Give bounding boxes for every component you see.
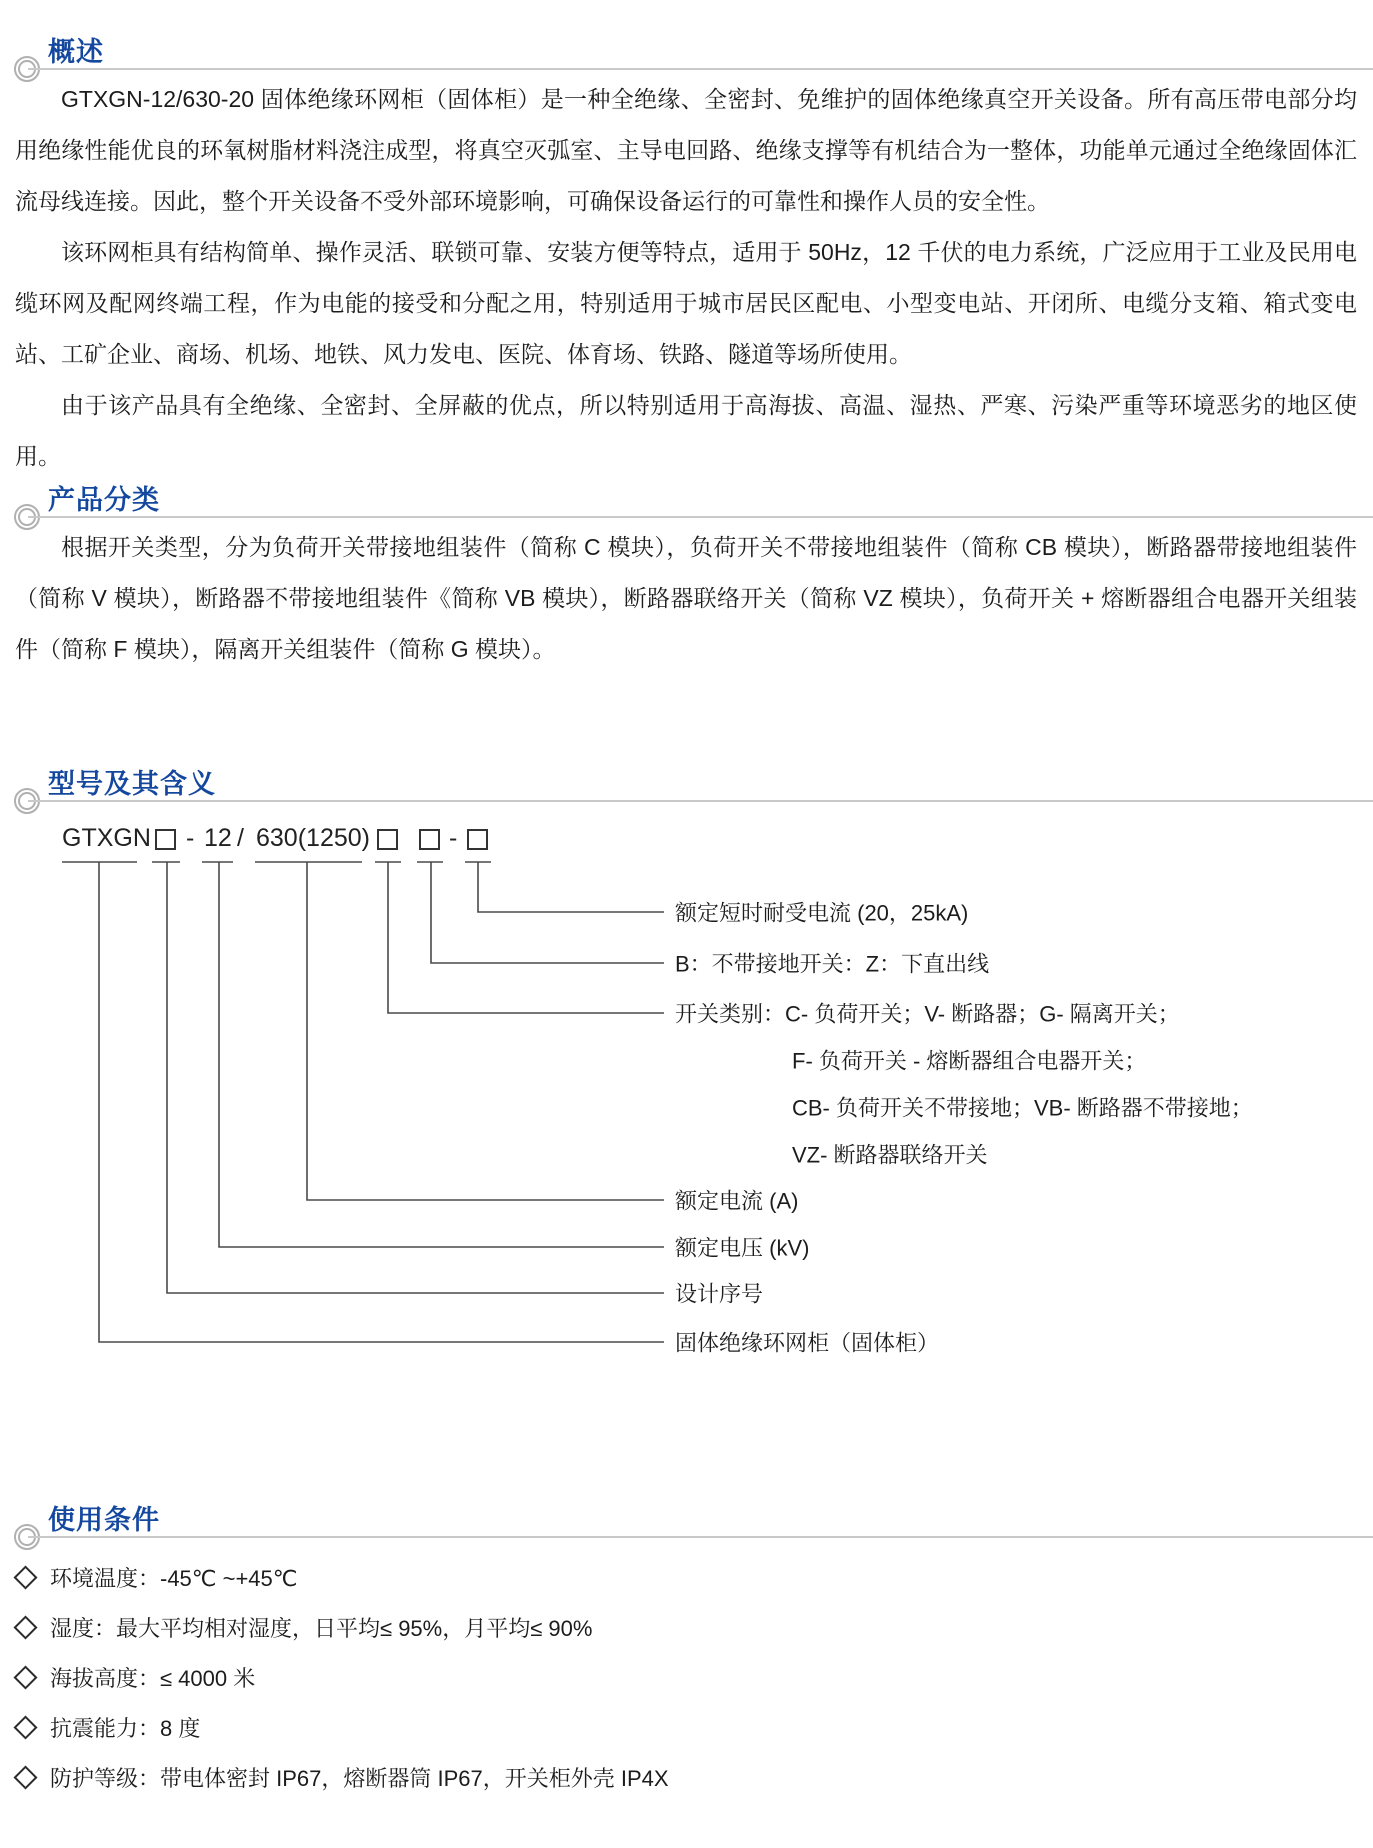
condition-text: 抗震能力：8 度: [50, 1715, 201, 1741]
diamond-bullet-icon: [13, 1765, 37, 1789]
section-divider: [28, 1536, 1373, 1538]
model-segment-dash: -: [449, 824, 458, 852]
diagram-label: 开关类别：C- 负荷开关；V- 断路器；G- 隔离开关；: [675, 1001, 1180, 1027]
diamond-bullet-icon: [13, 1665, 37, 1689]
section-divider: [28, 516, 1373, 518]
diagram-label: 设计序号: [675, 1281, 764, 1307]
model-placeholder-box: [467, 829, 488, 850]
diagram-label: 额定电流 (A): [675, 1188, 799, 1214]
model-segment-slash: /: [237, 824, 244, 852]
condition-item: [0, 1552, 1357, 1602]
model-placeholder-box: [377, 829, 398, 850]
model-segment-series: GTXGN: [62, 824, 151, 852]
model-placeholder-box: [155, 829, 176, 850]
condition-item: [0, 1752, 1357, 1802]
overview-text: [15, 74, 1357, 482]
diamond-bullet-icon: [13, 1715, 37, 1739]
section-divider: [28, 800, 1373, 802]
condition-item: [0, 1602, 1357, 1652]
diamond-bullet-icon: [13, 1565, 37, 1589]
diagram-lines: [0, 820, 700, 1400]
classification-paragraph: 根据开关类型，分为负荷开关带接地组装件（简称 C 模块），负荷开关不带接地组装件（简称 CB 模块），断路器带接地组装件（简称 V 模块），断路器不带接地组装件《简称 VB 模块），断路器联络开关（简称 VZ 模块），负荷开关 + 熔断器组合电器开关组装件（简称 F 模块），隔离开关组装件（简称 G 模块）。: [15, 534, 1357, 662]
model-segment-voltage: 12: [204, 824, 232, 852]
diagram-label: B：不带接地开关：Z：下直出线: [675, 951, 990, 977]
condition-text: 环境温度：-45℃ ~+45℃: [50, 1565, 298, 1591]
section-divider: [28, 68, 1373, 70]
diagram-label: 固体绝缘环网柜（固体柜）: [675, 1330, 940, 1356]
condition-text: 海拔高度：≤ 4000 米: [50, 1665, 256, 1691]
condition-item: [0, 1652, 1357, 1702]
diagram-label: 额定电压 (kV): [675, 1235, 810, 1261]
condition-item: [0, 1702, 1357, 1752]
model-placeholder-box: [419, 829, 440, 850]
diagram-label: F- 负荷开关 - 熔断器组合电器开关；: [792, 1048, 1147, 1074]
overview-paragraph: 该环网柜具有结构简单、操作灵活、联锁可靠、安装方便等特点，适用于 50Hz，12 千伏的电力系统，广泛应用于工业及民用电缆环网及配网终端工程，作为电能的接受和分配之用，特别适用于城市居民区配电、小型变电站、开闭所、电缆分支箱、箱式变电站、工矿企业、商场、机场、地铁、风力发电、医院、体育场、铁路、隧道等场所使用。: [15, 239, 1357, 367]
conditions-list: [0, 1552, 1357, 1802]
model-segment-dash: -: [186, 824, 195, 852]
section-title-model: 型号及其含义: [48, 769, 216, 799]
model-designation-diagram: [0, 820, 1373, 1400]
diagram-label: 额定短时耐受电流 (20，25kA): [675, 900, 969, 926]
overview-paragraph: GTXGN-12/630-20 固体绝缘环网柜（固体柜）是一种全绝缘、全密封、免维护的固体绝缘真空开关设备。所有高压带电部分均用绝缘性能优良的环氧树脂材料浇注成型，将真空灭弧室、主导电回路、绝缘支撑等有机结合为一整体，功能单元通过全绝缘固体汇流母线连接。因此，整个开关设备不受外部环境影响，可确保设备运行的可靠性和操作人员的安全性。: [15, 86, 1357, 214]
section-title-conditions: 使用条件: [48, 1505, 160, 1535]
classification-text: [15, 522, 1357, 675]
diagram-label: CB- 负荷开关不带接地；VB- 断路器不带接地；: [792, 1095, 1253, 1121]
section-title-overview: 概述: [48, 37, 104, 67]
model-segment-current: 630(1250): [256, 824, 370, 852]
diagram-label: VZ- 断路器联络开关: [792, 1142, 988, 1168]
condition-text: 防护等级：带电体密封 IP67，熔断器筒 IP67，开关柜外壳 IP4X: [50, 1765, 669, 1791]
section-title-classification: 产品分类: [48, 485, 160, 515]
overview-paragraph: 由于该产品具有全绝缘、全密封、全屏蔽的优点，所以特别适用于高海拔、高温、湿热、严寒、污染严重等环境恶劣的地区使用。: [15, 392, 1357, 469]
condition-text: 湿度：最大平均相对湿度，日平均≤ 95%，月平均≤ 90%: [50, 1615, 593, 1641]
diamond-bullet-icon: [13, 1615, 37, 1639]
